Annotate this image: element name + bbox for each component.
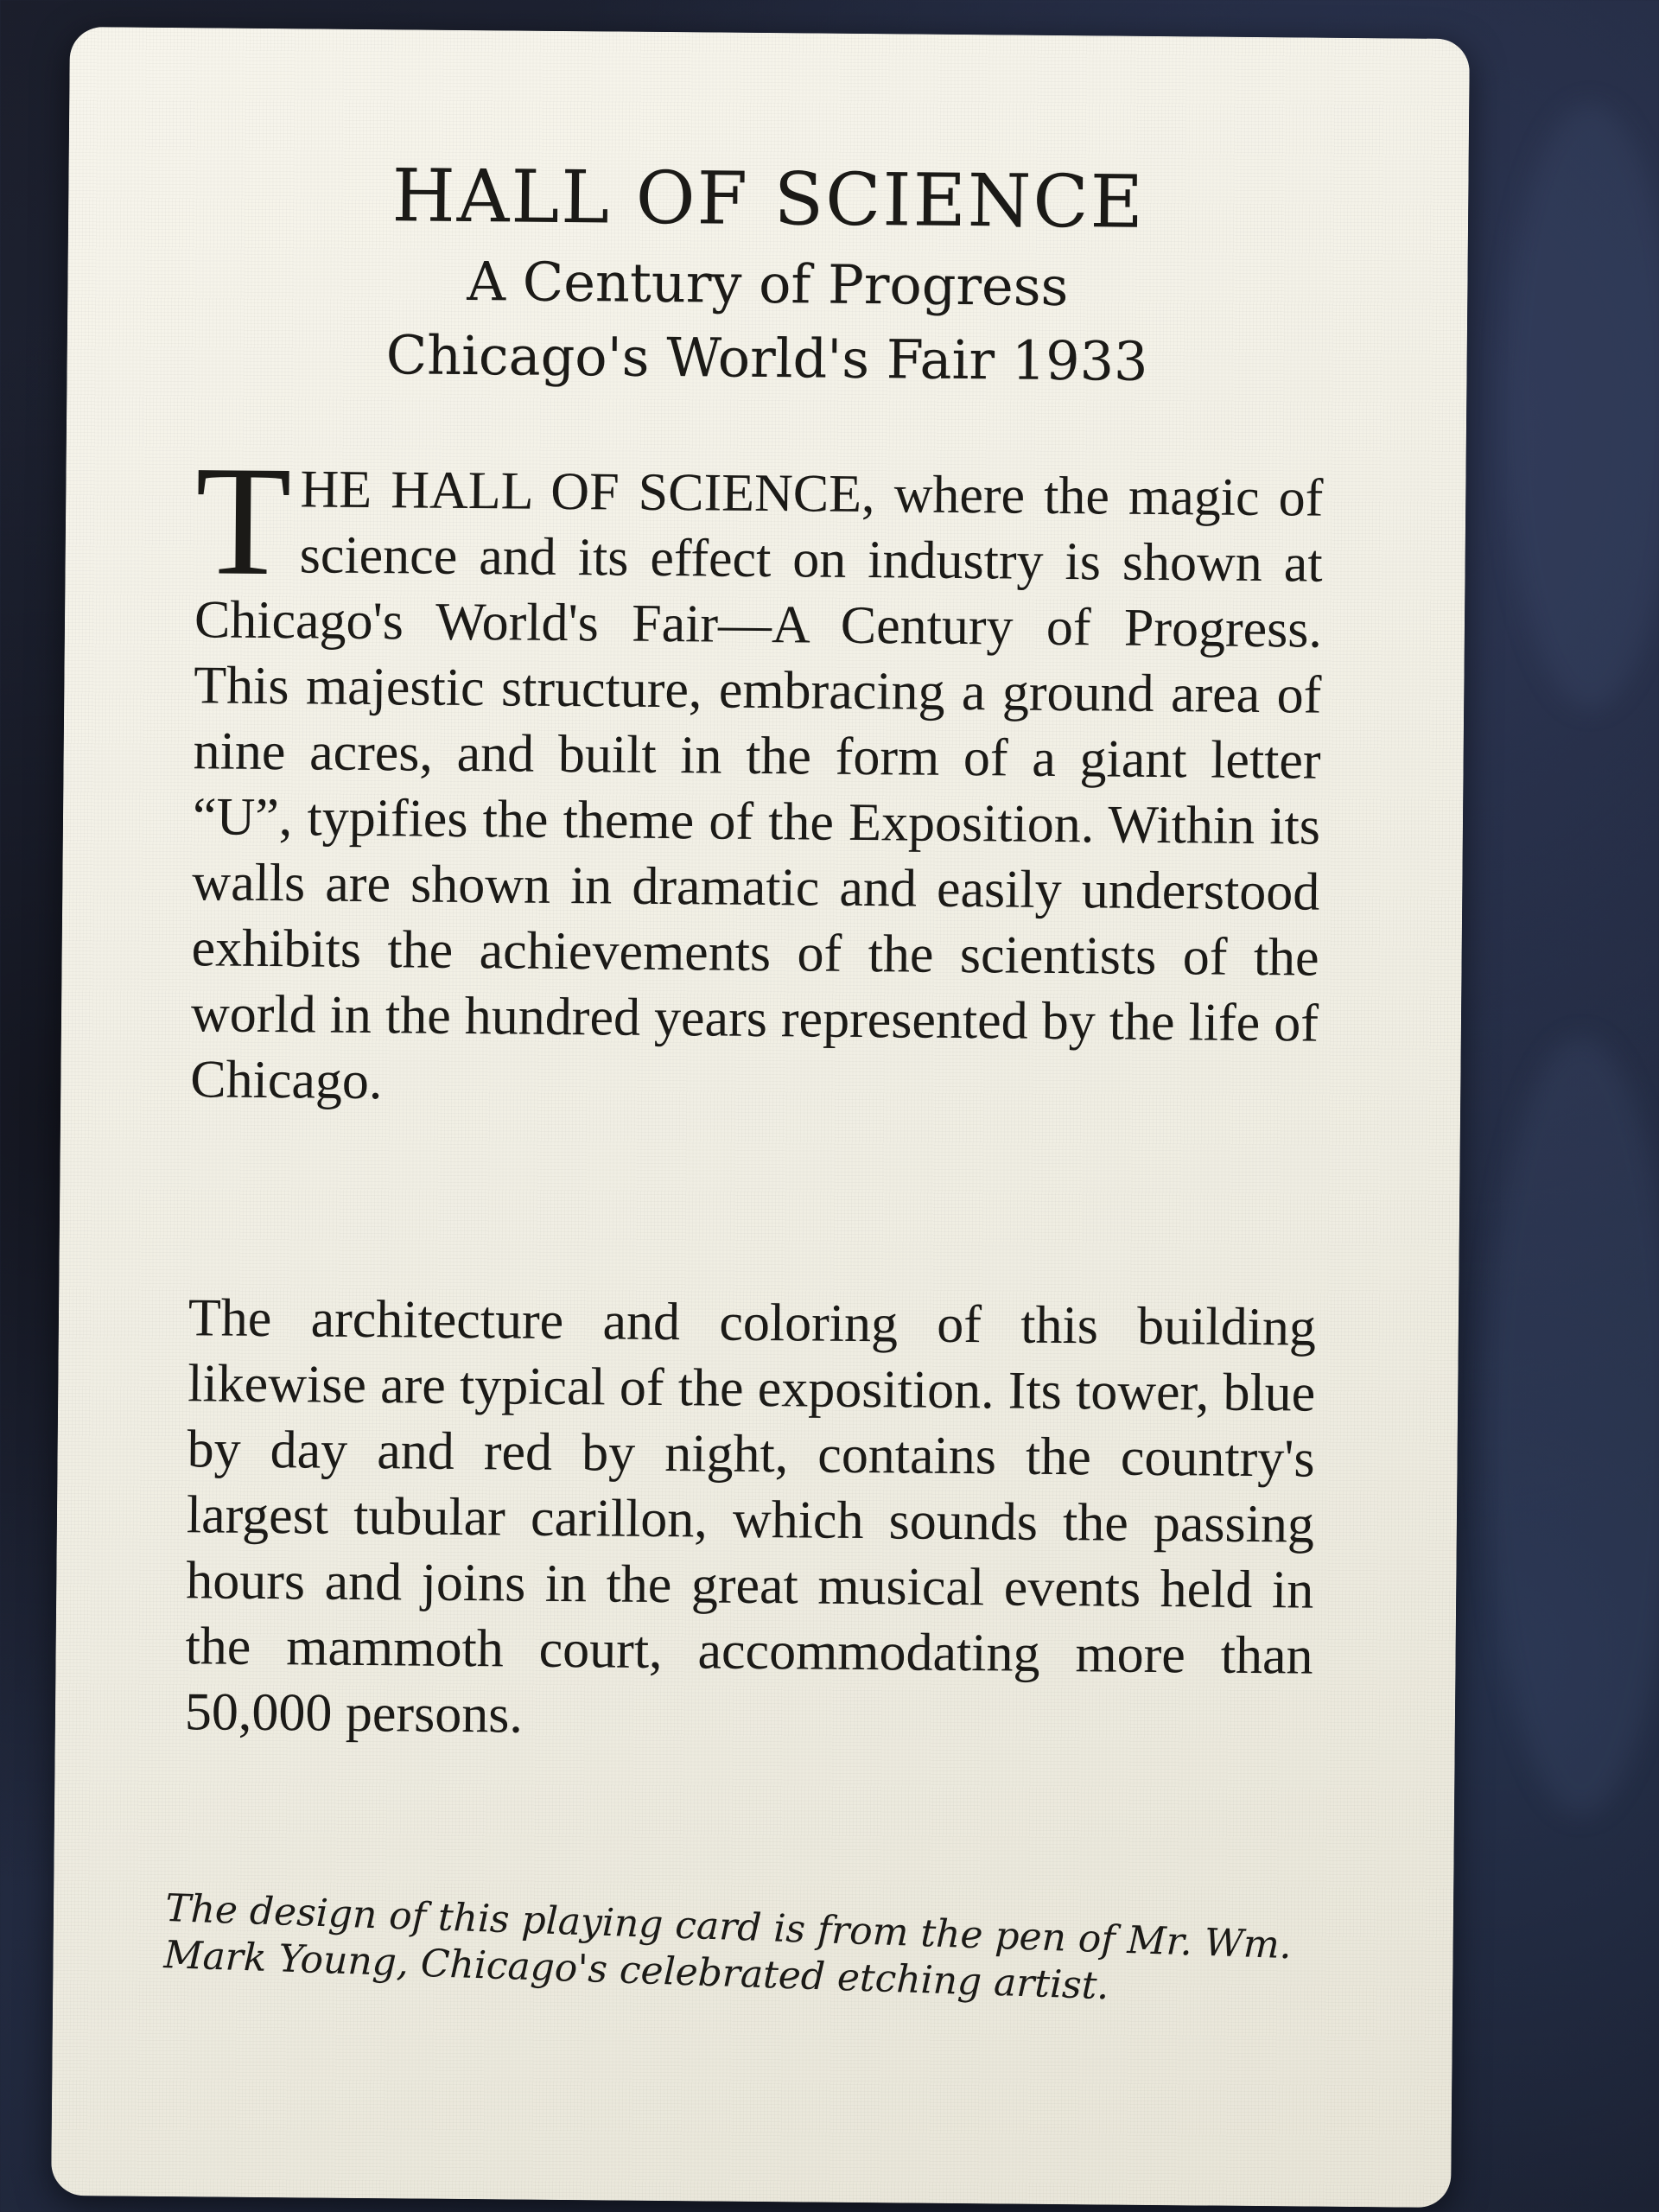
leather-highlight bbox=[1503, 104, 1659, 709]
card-title: HALL OF SCIENCE bbox=[391, 153, 1146, 245]
card-subtitle: A Century of Progress bbox=[467, 250, 1069, 319]
leather-highlight bbox=[1486, 1037, 1659, 1815]
card-headings bbox=[67, 153, 1468, 393]
drop-cap: T bbox=[194, 434, 293, 609]
footnote-credit: The design of this playing card is from the pen of Mr. Wm. Mark Young, Chicago's celebrated etching artist. bbox=[162, 1886, 1293, 2009]
paragraph-description bbox=[190, 434, 1324, 1122]
paragraph-architecture: The architecture and coloring of this building likewise are typical of the exposition. Its tower, blue by day and red by night, contains the country's largest tubular carillon, which sounds the passing hours and joins in the great musical events held in the mammoth court, accommodating more than 50,000 persons. bbox=[184, 1288, 1317, 1745]
playing-card bbox=[51, 27, 1470, 2208]
card-subtitle-fair: Chicago's World's Fair 1933 bbox=[385, 323, 1148, 393]
paragraph-1-text: HE HALL OF SCIENCE, where the magic of science and its effect on industry is shown at Chicago's World's Fair—A Century of Progress. This majestic structure, embracing a ground area of nine acres, and built in the form of a giant letter “U”, typifies the theme of the Exposition. Within its walls are shown in dramatic and easily understood exhibits the achievements of the scientists of the world in the hundred years represented by the life of Chicago. bbox=[190, 460, 1324, 1111]
